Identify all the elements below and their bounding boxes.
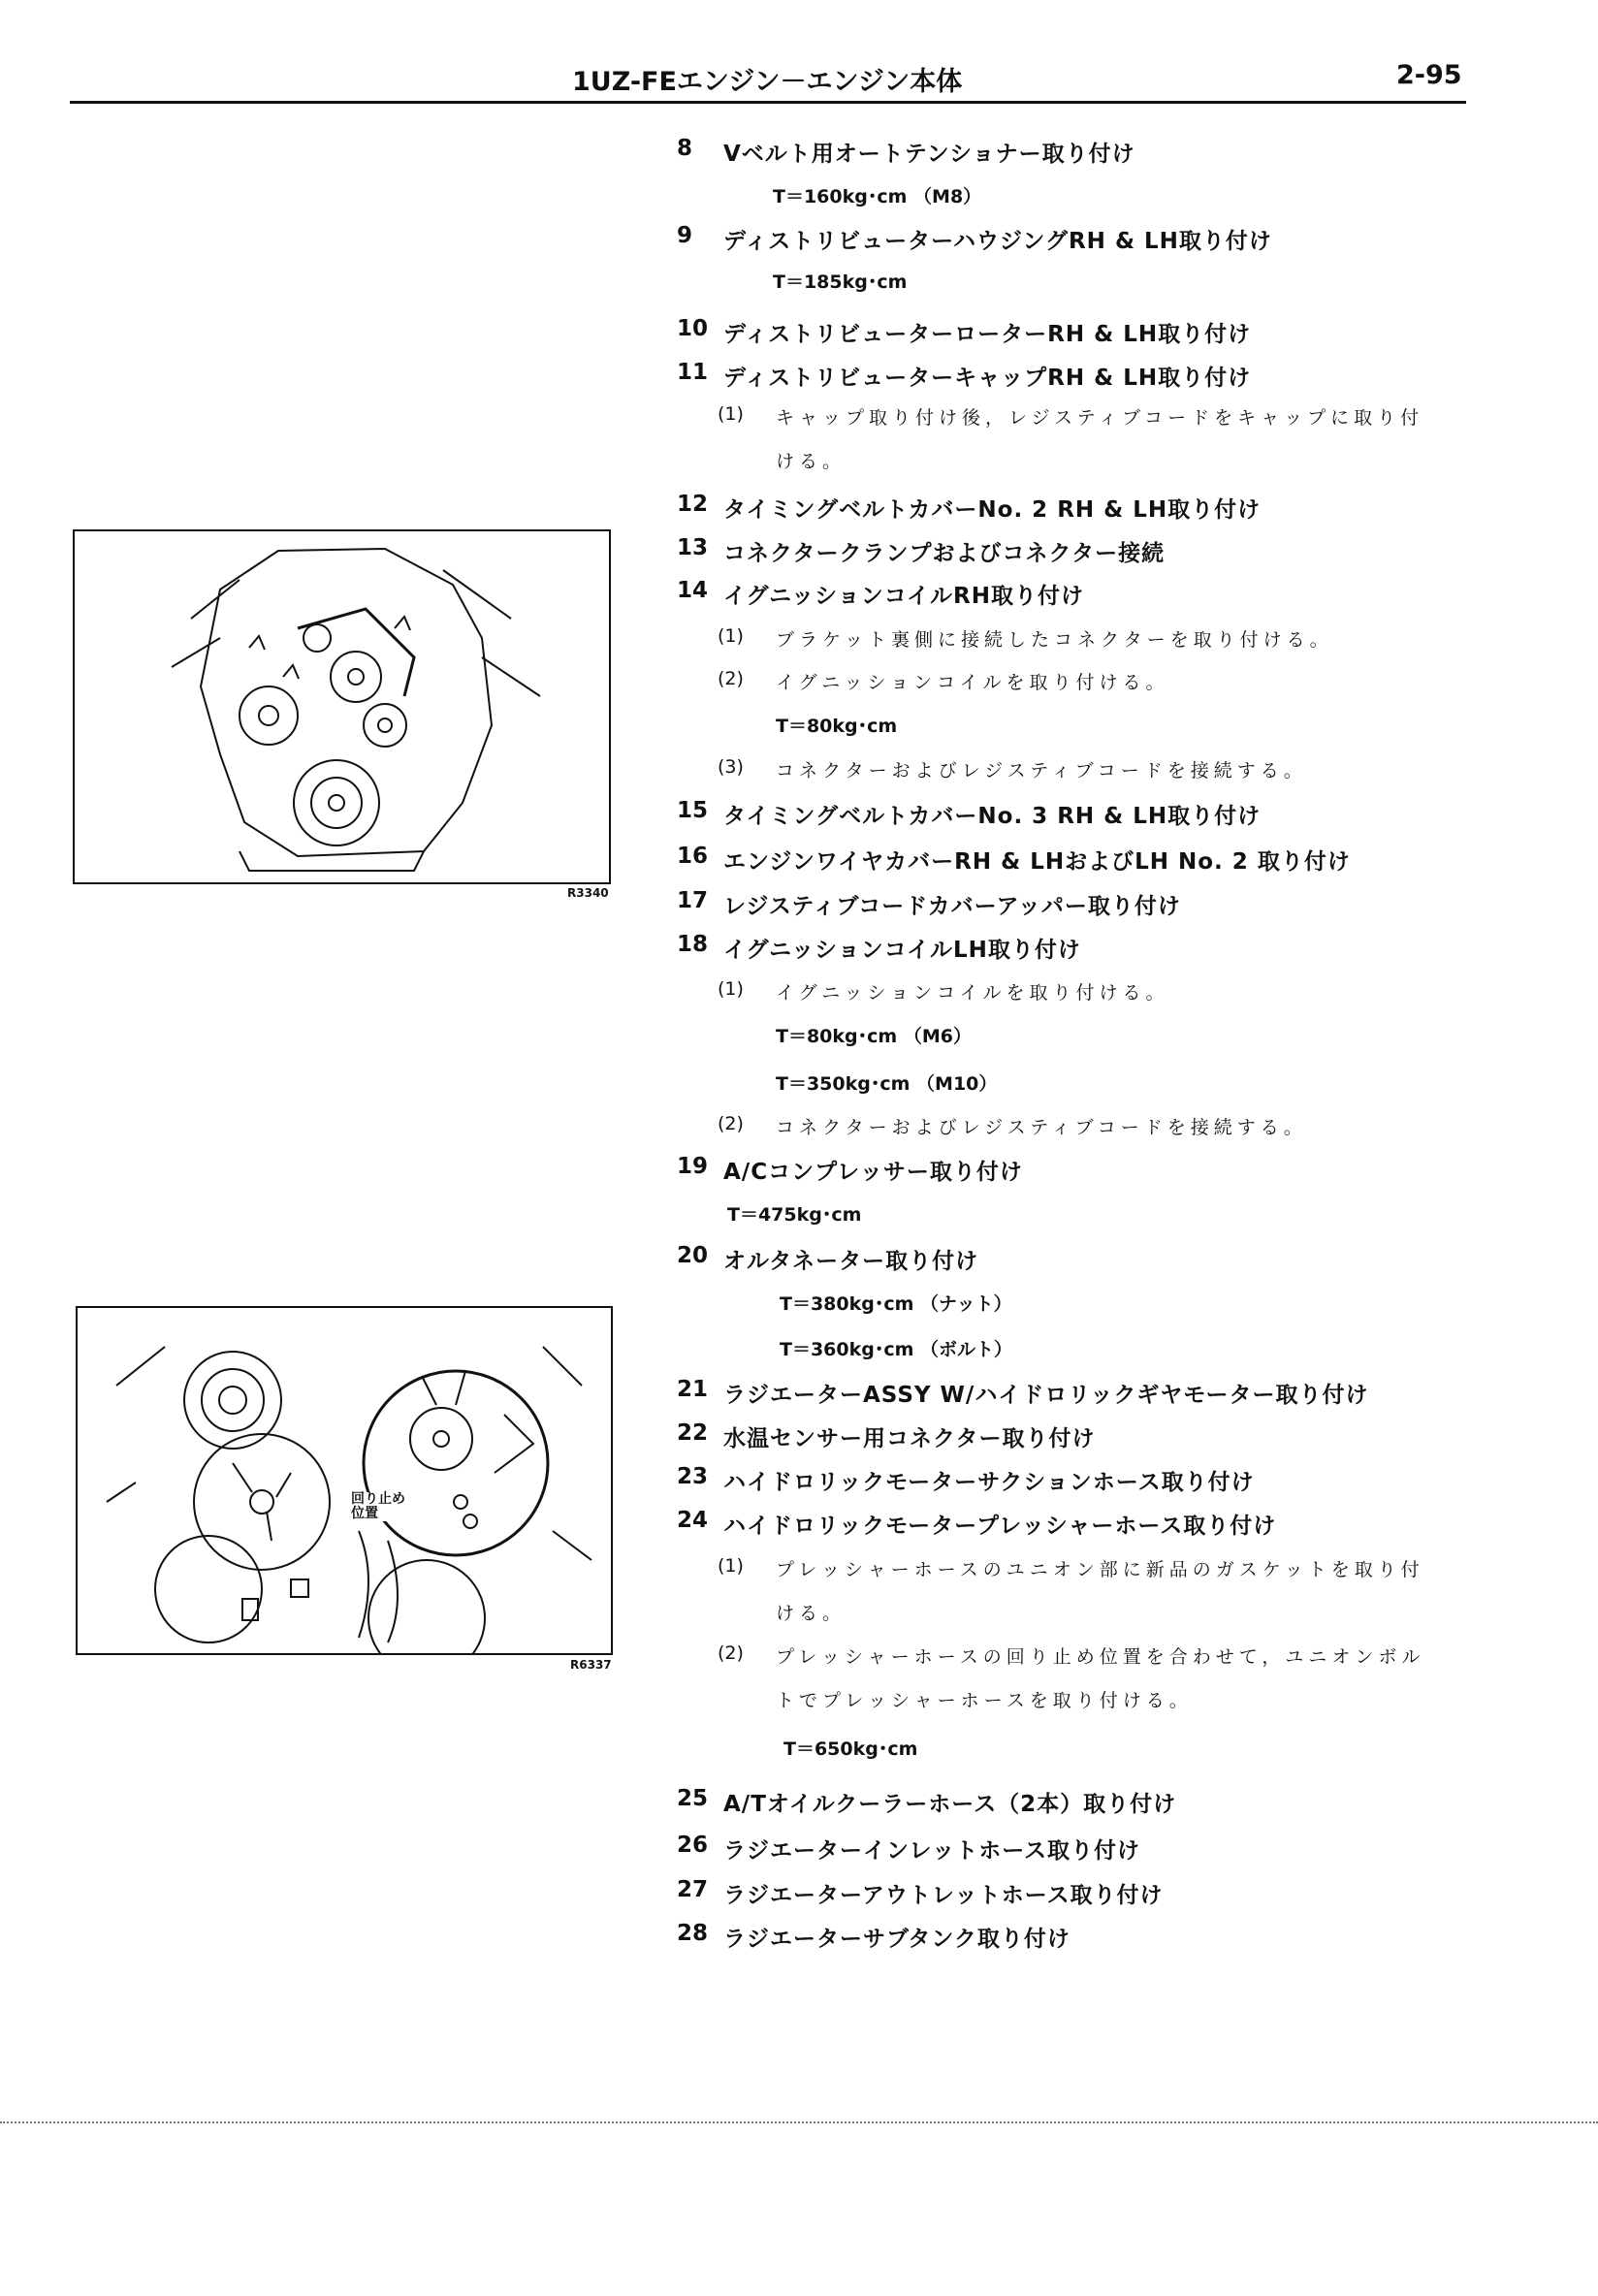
step-number: 18	[677, 932, 709, 957]
step-title: ディストリビューターハウジングRH & LH取り付け	[723, 229, 1272, 254]
torque-spec: T＝185kg･cm	[773, 271, 908, 293]
step-title: ラジエーターサブタンク取り付け	[723, 1927, 1071, 1952]
step-number: 14	[677, 578, 709, 603]
step-title: ディストリビューターローターRH & LH取り付け	[723, 322, 1252, 347]
substep-number: (2)	[718, 1642, 744, 1664]
step-title: A/Tオイルクーラーホース（2本）取り付け	[723, 1792, 1177, 1817]
substep-number: (1)	[718, 1555, 744, 1577]
figure-code: R6337	[570, 1658, 612, 1672]
label-line2: 位置	[351, 1506, 378, 1521]
pressure-hose-illustration	[78, 1308, 611, 1653]
step-number: 25	[677, 1786, 709, 1811]
step-title: エンジンワイヤカバーRH & LHおよびLH No. 2 取り付け	[723, 849, 1351, 875]
step-title: タイミングベルトカバーNo. 3 RH & LH取り付け	[723, 804, 1262, 829]
substep-number: (2)	[718, 1113, 744, 1134]
substep-text: コネクターおよびレジスティブコードを接続する。	[776, 1117, 1307, 1138]
step-title: ハイドロリックモーターサクションホース取り付け	[723, 1470, 1255, 1495]
substep-text: イグニッションコイルを取り付ける。	[776, 672, 1169, 693]
step-number: 22	[677, 1420, 709, 1446]
torque-spec: T＝380kg･cm （ナット）	[780, 1293, 1012, 1315]
step-number: 16	[677, 844, 709, 869]
step-number: 27	[677, 1877, 709, 1902]
substep-text: ける。	[776, 1603, 847, 1624]
step-number: 8	[677, 136, 693, 161]
step-number: 13	[677, 535, 709, 560]
page-header-title: 1UZ-FEエンジン－エンジン本体	[572, 67, 963, 97]
torque-spec: T＝360kg･cm （ボルト）	[780, 1339, 1013, 1360]
step-title: タイミングベルトカバーNo. 2 RH & LH取り付け	[723, 497, 1262, 523]
anti-rotation-position-label	[351, 1492, 405, 1521]
step-title: イグニッションコイルRH取り付け	[723, 584, 1084, 609]
step-number: 17	[677, 888, 709, 913]
step-number: 26	[677, 1833, 709, 1858]
step-title: レジスティブコードカバーアッパー取り付け	[723, 894, 1181, 919]
step-number: 24	[677, 1508, 709, 1533]
step-number: 10	[677, 316, 709, 341]
step-number: 19	[677, 1154, 709, 1179]
step-title: A/Cコンプレッサー取り付け	[723, 1160, 1023, 1185]
substep-number: (1)	[718, 978, 744, 1000]
substep-text: プレッシャーホースの回り止め位置を合わせて，ユニオンボル	[776, 1646, 1425, 1668]
step-title: ラジエーターASSY W/ハイドロリックギヤモーター取り付け	[723, 1383, 1369, 1408]
torque-spec: T＝650kg･cm	[783, 1738, 918, 1760]
step-title: ラジエーターインレットホース取り付け	[723, 1838, 1141, 1864]
step-number: 28	[677, 1921, 709, 1946]
scan-dotted-line	[0, 2121, 1598, 2123]
substep-text: トでプレッシャーホースを取り付ける。	[776, 1690, 1193, 1711]
step-title: ハイドロリックモータープレッシャーホース取り付け	[723, 1514, 1277, 1539]
step-number: 23	[677, 1464, 709, 1489]
pressure-hose-figure	[76, 1306, 613, 1655]
step-number: 21	[677, 1377, 709, 1402]
engine-front-illustration	[75, 531, 609, 882]
substep-text: プレッシャーホースのユニオン部に新品のガスケットを取り付	[776, 1559, 1424, 1580]
engine-front-figure	[73, 529, 611, 884]
step-title: ディストリビューターキャップRH & LH取り付け	[723, 366, 1252, 391]
substep-text: コネクターおよびレジスティブコードを接続する。	[776, 760, 1307, 781]
torque-spec: T＝80kg･cm	[776, 716, 898, 737]
step-title: Vベルト用オートテンショナー取り付け	[723, 142, 1135, 167]
step-number: 11	[677, 360, 709, 385]
step-title: イグニッションコイルLH取り付け	[723, 938, 1081, 963]
substep-text: イグニッションコイルを取り付ける。	[776, 982, 1169, 1004]
substep-number: (2)	[718, 668, 744, 689]
step-title: コネクタークランプおよびコネクター接続	[723, 541, 1166, 566]
torque-spec: T＝350kg･cm （M10）	[776, 1073, 998, 1095]
substep-text: ける。	[776, 451, 847, 472]
torque-spec: T＝80kg･cm （M6）	[776, 1026, 972, 1047]
figure-code: R3340	[567, 886, 609, 900]
step-title: 水温センサー用コネクター取り付け	[723, 1426, 1096, 1451]
substep-number: (1)	[718, 403, 744, 425]
torque-spec: T＝160kg･cm （M8）	[773, 186, 982, 207]
substep-number: (1)	[718, 625, 744, 647]
step-number: 12	[677, 492, 709, 517]
label-line1: 回り止め	[351, 1491, 405, 1507]
substep-text: キャップ取り付け後，レジスティブコードをキャップに取り付	[776, 407, 1424, 429]
substep-text: ブラケット裏側に接続したコネクターを取り付ける。	[776, 629, 1333, 651]
step-title: ラジエーターアウトレットホース取り付け	[723, 1883, 1164, 1908]
step-number: 15	[677, 798, 709, 823]
step-title: オルタネーター取り付け	[723, 1249, 979, 1274]
step-number: 9	[677, 223, 693, 248]
torque-spec: T＝475kg･cm	[727, 1204, 862, 1226]
page-number: 2-95	[1396, 60, 1462, 90]
substep-number: (3)	[718, 756, 744, 778]
header-rule	[70, 101, 1466, 104]
step-number: 20	[677, 1243, 709, 1268]
